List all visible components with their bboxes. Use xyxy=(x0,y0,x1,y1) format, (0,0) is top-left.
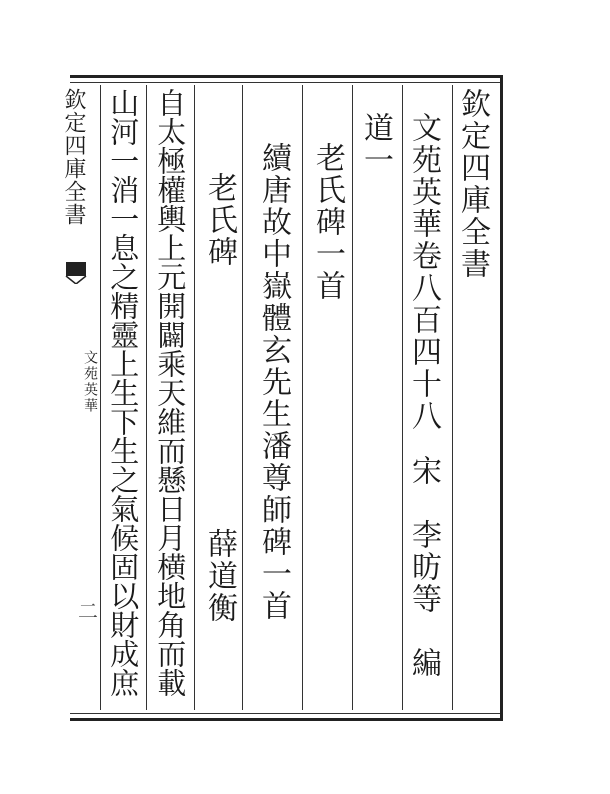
body-text-line-1: 自太極權輿上元開闢乘天維而懸日月横地角而載 xyxy=(153,88,188,697)
column-divider xyxy=(146,85,147,710)
header-title: 欽定四庫全書 xyxy=(455,88,490,280)
column-divider xyxy=(402,85,403,710)
body-text-line-2: 山河一消一息之精靈上生下生之氣候固以財成庶 xyxy=(106,88,141,697)
column-divider xyxy=(452,85,453,710)
column-divider xyxy=(242,85,243,710)
compiler-credit: 宋 李昉等 編 xyxy=(406,455,441,679)
frame-bottom-rule xyxy=(70,713,500,714)
contents-item-2: 續唐故中嶽體玄先生潘尊師碑一首 xyxy=(256,142,291,622)
column-divider xyxy=(302,85,303,710)
margin-title: 欽定四庫全書 xyxy=(61,88,86,226)
category-heading: 道一 xyxy=(358,112,393,176)
column-divider xyxy=(194,85,195,710)
frame-top-rule xyxy=(70,82,500,83)
essay-author: 薛道衡 xyxy=(202,528,237,624)
margin-page-mark: 二 xyxy=(78,599,98,623)
juan-title: 文苑英華卷八百四十八 xyxy=(406,112,441,432)
fish-tail-mark-icon xyxy=(64,262,90,284)
column-divider xyxy=(100,85,101,710)
margin-book-title: 文苑英華 xyxy=(82,350,98,414)
essay-title: 老氏碑 xyxy=(202,172,237,268)
contents-item-1: 老氏碑一首 xyxy=(310,142,345,302)
column-divider xyxy=(352,85,353,710)
